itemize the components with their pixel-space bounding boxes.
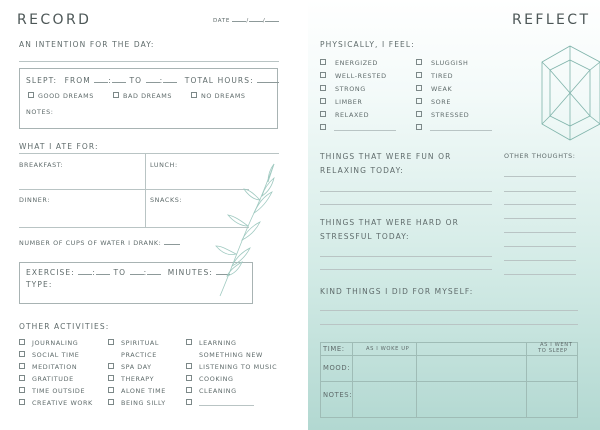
record-title: RECORD xyxy=(17,12,92,28)
activity-label: SOMETHING NEW xyxy=(199,351,263,359)
reflect-page xyxy=(308,0,600,430)
table-notes-label: NOTES: xyxy=(323,391,353,399)
snacks-label: SNACKS: xyxy=(150,196,183,204)
exercise-type-label: TYPE: xyxy=(26,280,53,289)
activity-checkbox[interactable] xyxy=(108,375,114,381)
feel-checkbox[interactable] xyxy=(320,124,326,130)
leaf-illustration xyxy=(212,158,282,298)
activity-checkbox[interactable] xyxy=(19,399,25,405)
feel-checkbox[interactable] xyxy=(320,111,326,117)
kind-heading: KIND THINGS I DID FOR MYSELF: xyxy=(320,287,474,296)
table-sleep-label-2: TO SLEEP xyxy=(538,348,568,354)
activity-checkbox[interactable] xyxy=(108,387,114,393)
lunch-label: LUNCH: xyxy=(150,161,178,169)
feel-checkbox[interactable] xyxy=(320,85,326,91)
gem-illustration xyxy=(534,40,600,146)
activity-label: GRATITUDE xyxy=(32,375,74,383)
activity-label: TIME OUTSIDE xyxy=(32,387,86,395)
other-thoughts-heading: OTHER THOUGHTS: xyxy=(504,152,576,160)
activity-label: LEARNING xyxy=(199,339,237,347)
fun-heading-2: RELAXING TODAY: xyxy=(320,166,404,175)
activity-checkbox[interactable] xyxy=(186,339,192,345)
activity-checkbox[interactable] xyxy=(186,387,192,393)
feel-label: STRESSED xyxy=(431,111,470,119)
water-row: NUMBER OF CUPS OF WATER I DRANK: xyxy=(19,239,180,247)
activity-label: BEING SILLY xyxy=(121,399,166,407)
feel-label: WEAK xyxy=(431,85,453,93)
bad-dreams-label: BAD DREAMS xyxy=(123,92,173,100)
feel-checkbox[interactable] xyxy=(416,85,422,91)
activity-checkbox[interactable] xyxy=(19,387,25,393)
activity-label: SPIRITUAL xyxy=(121,339,160,347)
activity-label: ALONE TIME xyxy=(121,387,166,395)
table-sleep-label-1: AS I WENT xyxy=(540,342,573,348)
activity-label: LISTENING TO MUSIC xyxy=(199,363,278,371)
activity-checkbox[interactable] xyxy=(19,351,25,357)
feel-checkbox[interactable] xyxy=(416,98,422,104)
activity-label: CREATIVE WORK xyxy=(32,399,93,407)
feel-label: STRONG xyxy=(335,85,366,93)
no-dreams-label: NO DREAMS xyxy=(201,92,246,100)
activity-checkbox[interactable] xyxy=(186,363,192,369)
breakfast-label: BREAKFAST: xyxy=(19,161,64,169)
activity-label: COOKING xyxy=(199,375,234,383)
feel-label: TIRED xyxy=(431,72,454,80)
feel-label: LIMBER xyxy=(335,98,363,106)
activity-label: PRACTICE xyxy=(121,351,157,359)
activities-heading: OTHER ACTIVITIES: xyxy=(19,322,110,331)
good-dreams-checkbox[interactable] xyxy=(28,92,34,98)
feel-checkbox[interactable] xyxy=(320,59,326,65)
food-heading: WHAT I ATE FOR: xyxy=(19,142,99,151)
feel-label: SORE xyxy=(431,98,451,106)
activity-checkbox[interactable] xyxy=(19,363,25,369)
feel-label: WELL-RESTED xyxy=(335,72,387,80)
good-dreams-label: GOOD DREAMS xyxy=(38,92,94,100)
reflect-title: REFLECT xyxy=(512,12,591,28)
activity-checkbox[interactable] xyxy=(108,399,114,405)
sleep-notes-label: NOTES: xyxy=(26,108,54,116)
feel-checkbox[interactable] xyxy=(416,72,422,78)
bad-dreams-checkbox[interactable] xyxy=(113,92,119,98)
date-field[interactable]: DATE / / xyxy=(213,18,279,24)
feel-label: ENERGIZED xyxy=(335,59,378,67)
feel-label: RELAXED xyxy=(335,111,370,119)
physically-heading: PHYSICALLY, I FEEL: xyxy=(320,40,415,49)
hard-heading-2: STRESSFUL TODAY: xyxy=(320,232,410,241)
dinner-label: DINNER: xyxy=(19,196,51,204)
activity-checkbox[interactable] xyxy=(19,339,25,345)
feel-checkbox[interactable] xyxy=(416,124,422,130)
intention-label: AN INTENTION FOR THE DAY: xyxy=(19,40,155,49)
table-woke-label: AS I WOKE UP xyxy=(366,346,410,352)
feel-label: SLUGGISH xyxy=(431,59,469,67)
no-dreams-checkbox[interactable] xyxy=(191,92,197,98)
activity-checkbox[interactable] xyxy=(108,363,114,369)
activity-checkbox[interactable] xyxy=(186,375,192,381)
exercise-row: EXERCISE: : TO : MINUTES: xyxy=(26,268,230,277)
table-time-label: TIME: xyxy=(323,345,345,353)
sleep-row: SLEPT: FROM : TO : TOTAL HOURS: xyxy=(26,76,279,85)
activity-label: JOURNALING xyxy=(32,339,79,347)
feel-checkbox[interactable] xyxy=(416,59,422,65)
activity-label: THERAPY xyxy=(121,375,155,383)
feel-checkbox[interactable] xyxy=(416,111,422,117)
activity-label: SPA DAY xyxy=(121,363,152,371)
feel-checkbox[interactable] xyxy=(320,98,326,104)
fun-heading-1: THINGS THAT WERE FUN OR xyxy=(320,152,452,161)
activity-label: CLEANING xyxy=(199,387,237,395)
activity-checkbox[interactable] xyxy=(108,339,114,345)
feel-checkbox[interactable] xyxy=(320,72,326,78)
activity-label: MEDITATION xyxy=(32,363,78,371)
activity-label: SOCIAL TIME xyxy=(32,351,80,359)
table-mood-label: MOOD: xyxy=(323,364,351,372)
activity-checkbox[interactable] xyxy=(19,375,25,381)
hard-heading-1: THINGS THAT WERE HARD OR xyxy=(320,218,459,227)
activity-checkbox[interactable] xyxy=(186,399,192,405)
